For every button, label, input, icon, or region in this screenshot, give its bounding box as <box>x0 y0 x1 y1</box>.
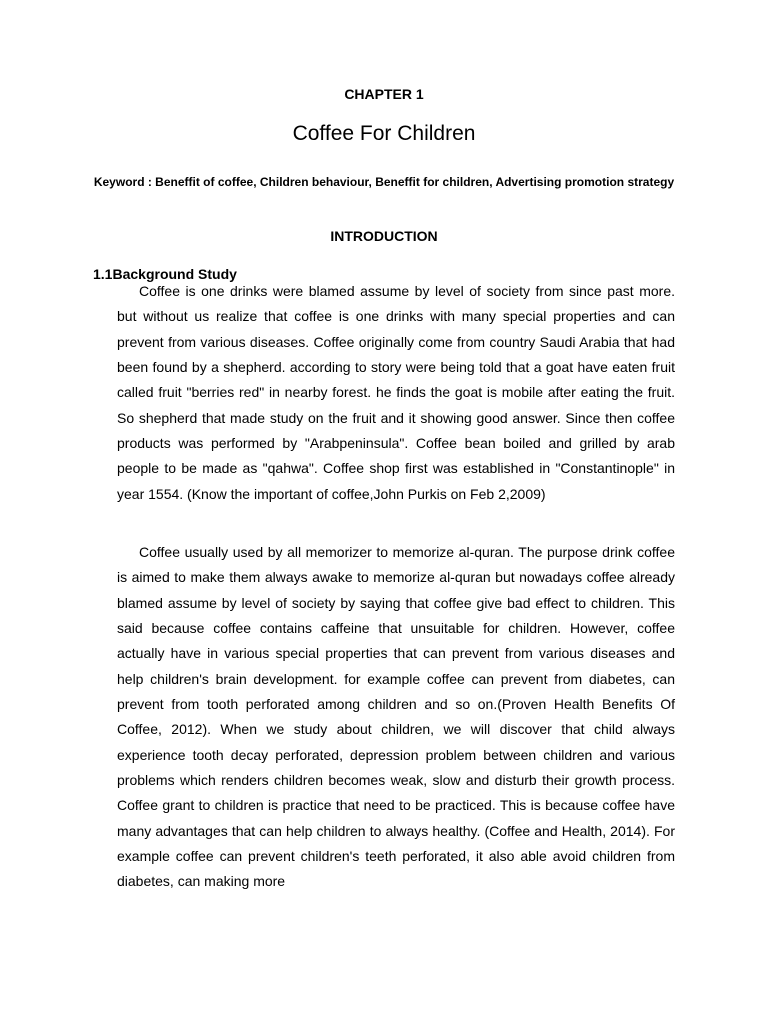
introduction-heading: INTRODUCTION <box>330 228 438 244</box>
keywords-line: Keyword : Beneffit of coffee, Children behaviour, Beneffit for children, Advertising promotion strategy <box>93 175 675 189</box>
paragraph-2: Coffee usually used by all memorizer to memorize al-quran. The purpose drink coffee is aimed to make them always awake to memorize al-quran but nowadays coffee already blamed assume by level of society by saying that coffee give bad effect to children. This said because coffee contains caffeine that unsuitable for children. However, coffee actually have in various special properties that can prevent from various diseases and help children's brain development. for example coffee can prevent from diabetes, can prevent from tooth perforated among children and so on.(Proven Health Benefits Of Coffee, 2012). When we study about children, we will discover that child always experience tooth decay perforated, depression problem between children and various problems which renders children becomes weak, slow and disturb their growth process. Coffee grant to children is practice that need to be practiced. This is because coffee have many advantages that can help children to always healthy. (Coffee and Health, 2014). For example coffee can prevent children's teeth perforated, it also able avoid children from diabetes, can making more <box>117 544 675 890</box>
chapter-heading: CHAPTER 1 <box>344 86 424 102</box>
section-title: Background Study <box>112 266 237 282</box>
document-title: Coffee For Children <box>292 122 476 145</box>
paragraph-1: Coffee is one drinks were blamed assume by level of society from since past more. but without us realize that coffee is one drinks with many special properties and can prevent from various diseases. Coffee originally come from country Saudi Arabia that had been found by a shepherd. according to story were being told that a goat have eaten fruit called fruit "berries red" in nearby forest. he finds the goat is mobile after eating the fruit. So shepherd that made study on the fruit and it showing good answer. Since then coffee products was performed by "Arabpeninsula". Coffee bean boiled and grilled by arab people to be made as "qahwa". Coffee shop first was established in "Constantinople" in year 1554. (Know the important of coffee,John Purkis on Feb 2,2009) <box>117 283 675 502</box>
section-number: 1.1 <box>93 266 113 282</box>
